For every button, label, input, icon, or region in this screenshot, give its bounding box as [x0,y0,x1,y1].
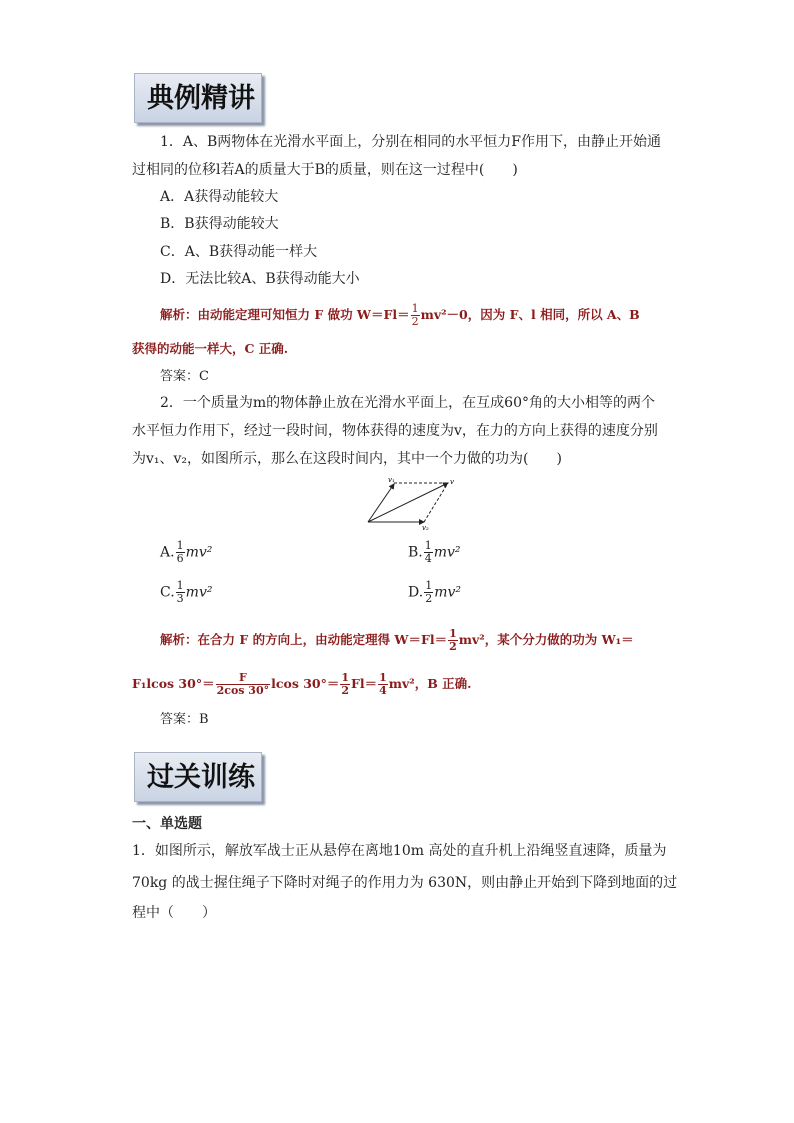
q2-answer: 答案：B [160,712,209,727]
v2-label: v₂ [422,524,429,532]
section-heading: 一、单选题 [132,816,202,832]
q2-option-a: A. $\frac{1}{6}$ mv² [160,539,213,565]
q1-option-b: B．B获得动能较大 [160,216,279,232]
v-label: v [450,478,454,486]
q1-option-c: C．A、B获得动能一样大 [160,244,318,260]
q2-stem-line2: 水平恒力作用下，经过一段时间，物体获得的速度为v，在力的方向上获得的速度分别 [132,423,658,439]
q1-answer: 答案：C [160,369,209,384]
q1-analysis-fraction: $\frac{1}{2}$ [411,302,419,328]
q2-stem-line1: 2．一个质量为m的物体静止放在光滑水平面上，在互成60°角的大小相等的两个 [160,395,655,411]
q2-analysis-line1: 解析：在合力 F 的方向上，由动能定理得 W＝Fl＝ $\frac{1}{2}$ mv²，某个分力做的功为 W₁＝ [160,627,634,653]
q1-analysis-pre: 解析：由动能定理可知恒力 F 做功 W＝Fl＝ [160,307,410,322]
section-banner-examples: 典例精讲 [134,73,262,123]
q2-option-b: B. $\frac{1}{4}$ mv² [408,539,461,565]
q2-analysis-line2: F₁lcos 30°＝ $\frac{F}{2\cos 30^\circ}$ lcos 30°＝ $\frac{1}{2}$ Fl＝ $\frac{1}{4}$ mv²，B 正确. [132,671,472,697]
velocity-parallelogram-figure [360,474,460,532]
q1-analysis-post: mv²－0，因为 F、l 相同，所以 A、B [420,307,640,322]
v1-label: v₁ [388,476,395,484]
q1-stem-line1: 1．A、B两物体在光滑水平面上，分别在相同的水平恒力F作用下，由静止开始通 [160,134,662,150]
q2-option-c: C. $\frac{1}{3}$ mv² [160,579,213,605]
q2-option-d: D. $\frac{1}{2}$ mv² [408,579,461,605]
q1-option-d: D．无法比较A、B获得动能大小 [160,271,360,287]
practice-q1-line1: 1．如图所示，解放军战士正从悬停在离地10m 高处的直升机上沿绳竖直速降，质量为 [132,843,667,859]
practice-q1-line3: 程中（ ） [132,905,216,921]
q1-stem-line2: 过相同的位移l若A的质量大于B的质量，则在这一过程中( ) [132,162,518,178]
q1-analysis-line2: 获得的动能一样大，C 正确. [132,341,289,356]
q1-option-a: A．A获得动能较大 [160,189,279,205]
q2-stem-line3: 为v₁、v₂，如图所示，那么在这段时间内，其中一个力做的功为( ) [132,451,562,467]
practice-q1-line2: 70kg 的战士握住绳子下降时对绳子的作用力为 630N，则由静止开始到下降到地面的过 [132,875,678,891]
q1-analysis-line1 [160,303,640,328]
section-banner-practice: 过关训练 [134,752,262,802]
v1-vector [368,484,394,522]
